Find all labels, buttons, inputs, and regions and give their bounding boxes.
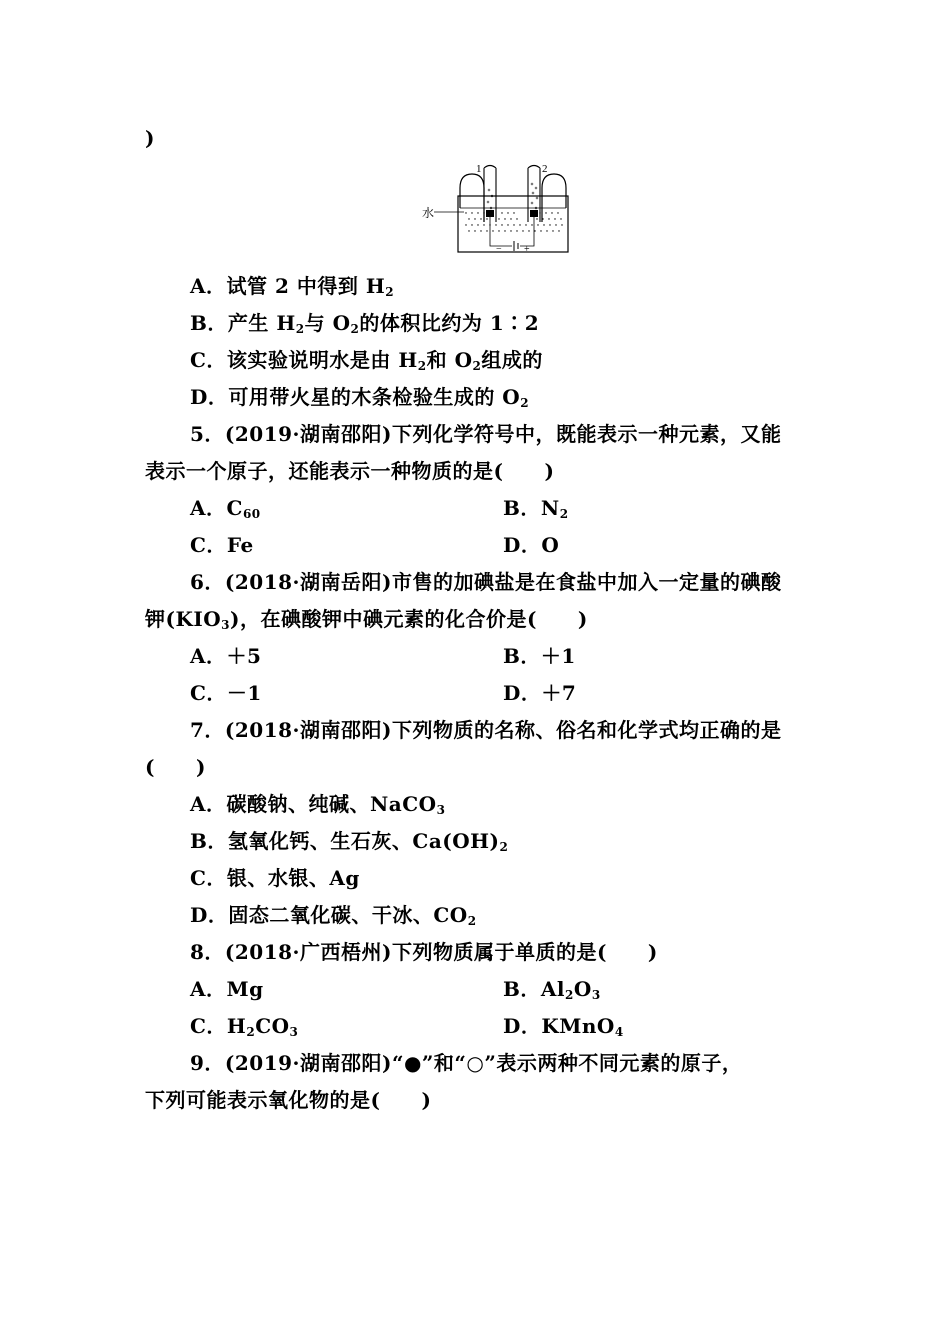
q7-stem-line-2: ( ) <box>145 755 206 779</box>
q6-option-b: B．＋1 <box>503 644 576 668</box>
q6-option-c: C．－1 <box>190 681 262 705</box>
q6-option-a: A．＋5 <box>190 644 262 668</box>
q5-options-row-1 <box>190 494 750 522</box>
q6-option-d: D．＋7 <box>503 681 577 705</box>
water-dots <box>465 212 562 231</box>
q4-option-b: B．产生 $H_2$与 $O_2$的体积比约为 1∶2 <box>190 311 540 336</box>
electrode-1 <box>486 210 494 217</box>
q9-stem-line-1: 9．(2019·湖南邵阳)“●”和“○”表示两种不同元素的原子， <box>190 1051 743 1075</box>
q8-options-row-2 <box>190 1012 750 1040</box>
q7-option-c: C．银、水银、Ag <box>190 866 360 890</box>
q8-option-b: B．$Al_2O_3$ <box>503 977 601 1002</box>
q9-stem-line-2: 下列可能表示氧化物的是( ) <box>145 1088 432 1112</box>
electrode-2 <box>530 210 538 217</box>
q7-option-a: A．碳酸钠、纯碱、NaCO$_3$ <box>190 792 446 817</box>
q4-option-c: C．该实验说明水是由 $H_2$和 $O_2$组成的 <box>190 348 543 373</box>
q8-option-a: A．Mg <box>190 977 264 1001</box>
label-tube-1: 1 <box>476 163 482 175</box>
label-minus: − <box>496 244 502 255</box>
q4-option-d: D．可用带火星的木条检验生成的 $O_2$ <box>190 385 530 410</box>
q6-stem-line-2: 钾$(KIO_3)$，在碘酸钾中碘元素的化合价是( ) <box>145 607 588 632</box>
q5-option-c: C．Fe <box>190 533 254 557</box>
q7-stem-line-1: 7．(2018·湖南邵阳)下列物质的名称、俗名和化学式均正确的是 <box>190 718 782 742</box>
label-plus: + <box>524 244 530 255</box>
q5-option-a: A．$C_{60}$ <box>190 496 261 521</box>
q6-stem-line-1: 6．(2018·湖南岳阳)市售的加碘盐是在食盐中加入一定量的碘酸 <box>190 570 782 594</box>
label-tube-2: 2 <box>542 163 548 175</box>
wire-right <box>520 217 534 246</box>
q5-option-b: B．$N_2$ <box>503 496 569 521</box>
q4-option-a: A．试管 2 中得到 $H_2$ <box>190 274 395 299</box>
trough <box>458 196 568 252</box>
left-arm <box>460 174 484 222</box>
q6-options-row-1 <box>190 642 750 670</box>
electrolysis-diagram <box>420 160 580 260</box>
q5-stem-line-2: 表示一个原子，还能表示一种物质的是( ) <box>145 459 555 483</box>
q7-option-d: D．固态二氧化碳、干冰、$CO_2$ <box>190 903 477 928</box>
q6-options-row-2 <box>190 679 750 707</box>
right-arm <box>542 174 566 222</box>
q5-options-row-2 <box>190 531 750 559</box>
previous-question-tail: ) <box>145 126 155 150</box>
label-water: 水 <box>422 206 435 220</box>
q5-stem-line-1: 5．(2019·湖南邵阳)下列化学符号中，既能表示一种元素，又能 <box>190 422 782 446</box>
q8-option-c: C．$H_2CO_3$ <box>190 1014 299 1039</box>
q8-option-d: D．KMnO$_4$ <box>503 1014 624 1039</box>
q5-option-d: D．O <box>503 533 560 557</box>
q7-option-b: B．氢氧化钙、生石灰、$Ca(OH)_2$ <box>190 829 509 854</box>
q8-options-row-1 <box>190 975 750 1003</box>
q8-stem: 8．(2018·广西梧州)下列物质属于单质的是( ) <box>190 940 658 964</box>
